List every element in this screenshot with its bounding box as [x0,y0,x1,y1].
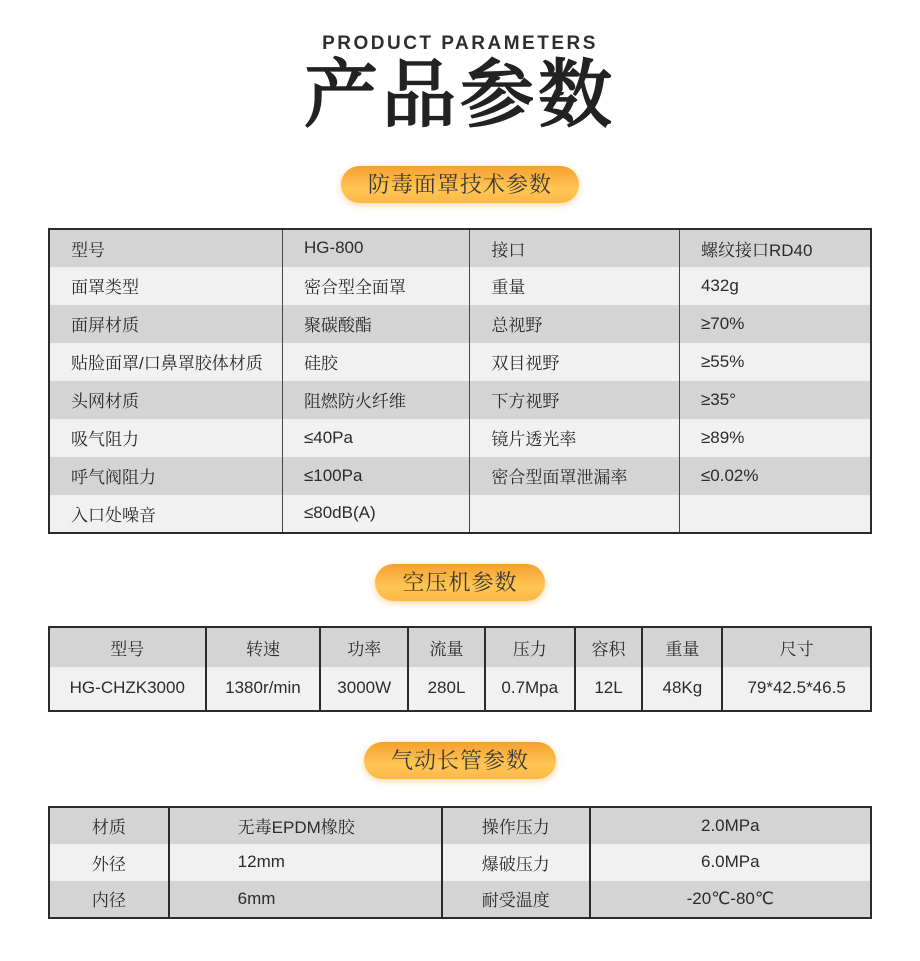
spec-label: 爆破压力 [442,844,590,881]
spec-value: ≤40Pa [282,419,469,457]
spec-label: 面屏材质 [71,316,139,336]
spec-label: 操作压力 [442,807,590,844]
spec-value: 硅胶 [282,343,469,381]
spec-value: 432g [679,267,871,305]
spec-value: 2.0MPa [590,807,871,844]
table-row [49,844,871,881]
table-row [49,305,871,343]
spec-label: 双目视野 [470,343,680,381]
spec-label: 呼气阀阻力 [71,468,156,488]
spec-value: 48Kg [642,667,722,711]
spec-label: 密合型面罩泄漏率 [470,457,680,495]
spec-value: 阻燃防火纤维 [282,381,469,419]
table-row [49,667,871,711]
table-header-row [49,627,871,667]
spec-value: ≥70% [679,305,871,343]
spec-label: 耐受温度 [442,881,590,918]
spec-label [470,495,680,533]
spec-value: 无毒EPDM橡胶 [169,807,442,844]
spec-value: ≥89% [679,419,871,457]
compressor-spec-table [48,626,872,712]
col-header: 尺寸 [722,627,871,667]
table-row [49,457,871,495]
section-badge-compressor-params: 空压机参数 [375,564,544,601]
spec-value: ≥35° [679,381,871,419]
spec-value: HG-800 [282,229,469,267]
col-header: 转速 [206,627,321,667]
table-row [49,343,871,381]
spec-label: 型号 [71,240,105,260]
col-header: 流量 [408,627,485,667]
spec-value: ≤80dB(A) [282,495,469,533]
spec-label: 接口 [470,229,680,267]
spec-value [679,495,871,533]
spec-value: 聚碳酸酯 [282,305,469,343]
page-title: 产品参数 [304,53,616,136]
spec-label: 总视野 [470,305,680,343]
col-header: 重量 [642,627,722,667]
spec-label: 下方视野 [470,381,680,419]
spec-value: ≤0.02% [679,457,871,495]
section-badge-tube-params: 气动长管参数 [364,742,556,779]
table-row [49,495,871,533]
spec-label: 重量 [470,267,680,305]
spec-label: 吸气阻力 [71,430,139,450]
section-mask-badge-wrap [0,134,920,203]
spec-value: 0.7Mpa [485,667,575,711]
table-row [49,381,871,419]
spec-value: -20℃-80℃ [590,881,871,918]
spec-label: 面罩类型 [71,278,139,298]
spec-value: ≥55% [679,343,871,381]
spec-value: 1380r/min [206,667,321,711]
spec-value: 3000W [320,667,408,711]
eyebrow-text: PRODUCT PARAMETERS [322,33,598,54]
spec-value: 螺纹接口RD40 [679,229,871,267]
col-header: 型号 [110,639,145,659]
col-header: 容积 [575,627,643,667]
spec-label: 内径 [91,891,126,911]
col-header: 压力 [485,627,575,667]
spec-value: 密合型全面罩 [282,267,469,305]
table-row [49,807,871,844]
spec-label: 镜片透光率 [470,419,680,457]
col-header: 功率 [320,627,408,667]
table-row [49,881,871,918]
spec-label: 入口处噪音 [71,505,156,525]
spec-value: 280L [408,667,485,711]
spec-value: 12mm [169,844,442,881]
spec-label: 头网材质 [71,392,139,412]
section-tube-badge-wrap [0,712,920,779]
spec-value: HG-CHZK3000 [69,678,185,698]
mask-spec-table [48,228,872,534]
table-row [49,229,871,267]
spec-value: 12L [575,667,643,711]
spec-value: 79*42.5*46.5 [722,667,871,711]
table-row [49,267,871,305]
spec-label: 贴脸面罩/口鼻罩胶体材质 [71,354,263,374]
spec-value: ≤100Pa [282,457,469,495]
tube-spec-table [48,806,872,919]
spec-label: 外径 [91,854,126,874]
spec-label: 材质 [91,818,126,838]
spec-value: 6.0MPa [590,844,871,881]
table-row [49,419,871,457]
spec-value: 6mm [169,881,442,918]
section-badge-mask-params: 防毒面罩技术参数 [341,166,579,203]
section-compressor-badge-wrap [0,534,920,601]
